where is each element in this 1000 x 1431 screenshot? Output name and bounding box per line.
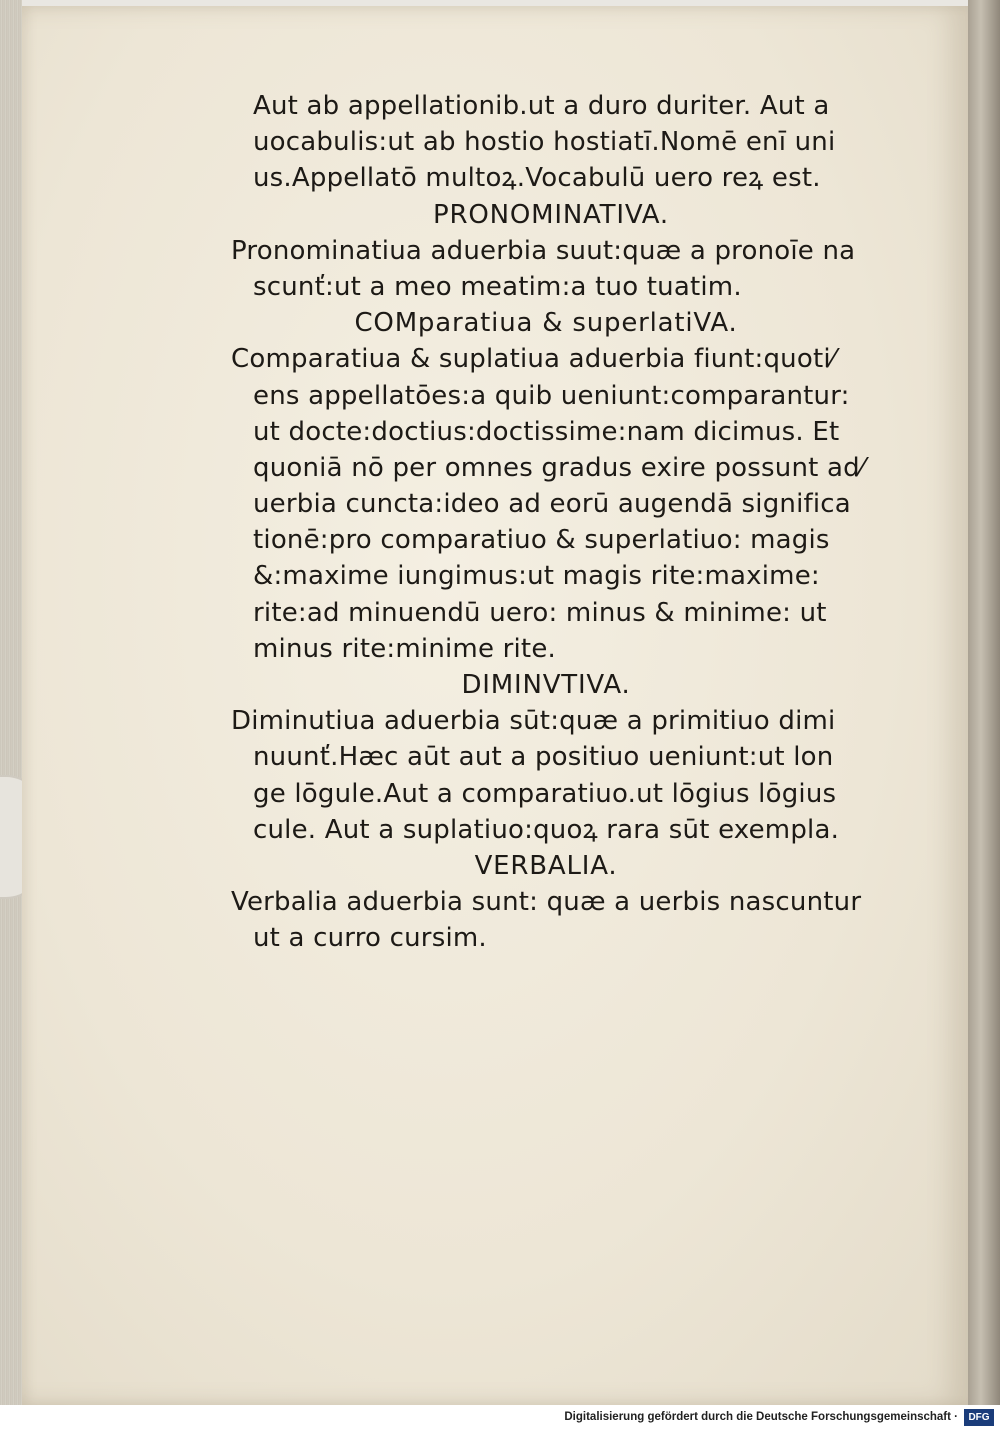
text-line: minus rite:minime rite. [253, 633, 556, 664]
section-heading: PRONOMINATIVA. [433, 199, 669, 230]
text-line: ens appellatōes:a quib ueniunt:comparantur: [253, 380, 850, 411]
book-edge [968, 0, 1000, 1405]
text-line: Verbalia aduerbia sunt: quæ a uerbis nascuntur [231, 887, 862, 918]
text-line: Pronominatiua aduerbia suut:quæ a pronoīe na [231, 235, 856, 266]
section-heading: DIMINVTIVA. [461, 670, 631, 700]
text-line: ge lōgule.Aut a comparatiuo.ut lōgius lōgius [253, 778, 837, 809]
text-line: rite:ad minuendū uero: minus & minime: ut [253, 597, 827, 628]
page-text [231, 88, 865, 957]
section-heading: COMparatiua & superlatiVA. [354, 308, 738, 339]
text-line: Comparatiua & suplatiua aduerbia fiunt:quoti⁄ [231, 344, 836, 375]
text-line: ut a curro cursim. [253, 923, 487, 954]
text-line: tionē:pro comparatiuo & superlatiuo: magis [253, 525, 830, 556]
text-line: uerbia cuncta:ideo ad eorū augendā significa [253, 489, 851, 520]
text-line: uocabulis:ut ab hostio hostiatī.Nomē enī uni [253, 127, 836, 158]
text-line: Aut ab appellationib.ut a duro duriter. Aut a [253, 91, 830, 121]
dfg-logo-icon: DFG [964, 1409, 994, 1426]
text-line: nuunť.Hæc aūt aut a positiuo ueniunt:ut lon [253, 742, 834, 773]
text-line: ut docte:doctius:doctissime:nam dicimus. Et [253, 416, 840, 447]
section-heading: VERBALIA. [474, 850, 618, 881]
text-line: scunť:ut a meo meatim:a tuo tuatim. [253, 271, 742, 302]
funding-credit: Digitalisierung gefördert durch die Deutsche Forschungsgemeinschaft · [564, 1411, 958, 1423]
text-line: quoniā nō per omnes gradus exire possunt ad⁄ [253, 452, 865, 483]
text-line: us.Appellatō multoꝝ.Vocabulū uero reꝝ est. [253, 163, 821, 194]
footer-bar [0, 1405, 1000, 1431]
text-line: &:maxime iungimus:ut magis rite:maxime: [253, 561, 820, 592]
text-line: cule. Aut a suplatiuo:quoꝝ rara sūt exempla. [253, 814, 840, 845]
book-page-stack [0, 0, 22, 1405]
text-line: Diminutiua aduerbia sūt:quæ a primitiuo dimi [231, 706, 836, 737]
